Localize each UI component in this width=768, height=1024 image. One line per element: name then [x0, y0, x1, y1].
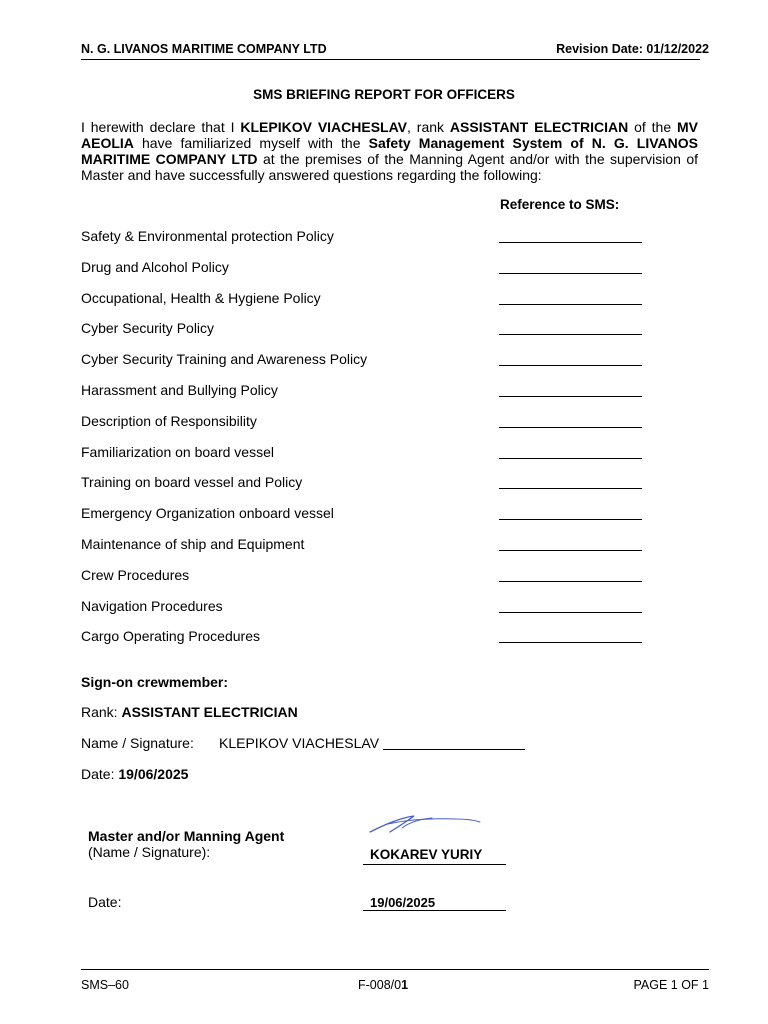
document-title: SMS BRIEFING REPORT FOR OFFICERS	[253, 87, 515, 102]
date-label: Date:	[81, 766, 119, 782]
rank-value: ASSISTANT ELECTRICIAN	[121, 704, 298, 720]
policy-item: Familiarization on board vessel	[81, 443, 274, 460]
footer-page-number: PAGE 1 OF 1	[633, 978, 709, 992]
rank-label: Rank:	[81, 704, 122, 720]
declarant-name: KLEPIKOV VIACHESLAV	[240, 119, 408, 135]
master-label: Master and/or Manning Agent	[88, 828, 285, 844]
reference-blank-line	[499, 273, 642, 274]
reference-blank-line	[499, 365, 642, 366]
footer-sms-code: SMS–60	[81, 978, 129, 992]
declaration-text: , rank	[407, 119, 450, 135]
name-signature-label: Name / Signature:	[81, 735, 194, 751]
reference-blank-line	[499, 458, 642, 459]
reference-blank-line	[499, 304, 642, 305]
reference-blank-line	[499, 612, 642, 613]
reference-blank-line	[499, 642, 642, 643]
company-name: N. G. LIVANOS MARITIME COMPANY LTD	[81, 42, 327, 56]
policy-item: Cyber Security Training and Awareness Policy	[81, 351, 368, 368]
form-revision: 1	[401, 978, 409, 992]
master-agent-label	[88, 828, 284, 860]
policy-item: Description of Responsibility	[81, 412, 257, 429]
policy-item: Harassment and Bullying Policy	[81, 382, 278, 398]
reference-blank-line	[499, 242, 642, 243]
policy-item: Occupational, Health & Hygiene Policy	[81, 289, 321, 306]
declaration-text: at the premises of the Manning Agent and/or with the supervision of Master and have successfully answered questions regarding the following:	[81, 151, 698, 183]
master-date-label: Date:	[88, 894, 122, 910]
master-date-value: 19/06/2025	[370, 895, 436, 910]
signon-date	[81, 766, 188, 782]
signon-heading: Sign-on crewmember:	[81, 674, 229, 690]
policy-item: Maintenance of ship and Equipment	[81, 536, 305, 552]
reference-blank-line	[499, 488, 642, 489]
revision-date: Revision Date: 01/12/2022	[556, 42, 709, 56]
handwritten-signature	[366, 810, 486, 840]
master-sublabel: (Name / Signature):	[88, 844, 211, 860]
reference-blank-line	[499, 581, 642, 582]
policy-item: Drug and Alcohol Policy	[81, 258, 229, 275]
reference-blank-line	[499, 334, 642, 335]
page-header	[81, 42, 709, 60]
declarant-rank: ASSISTANT ELECTRICIAN	[449, 119, 629, 135]
master-name-line	[363, 864, 506, 865]
footer-form-number	[358, 978, 408, 992]
date-value: 19/06/2025	[118, 766, 189, 782]
signon-rank	[81, 704, 298, 720]
policy-item: Safety & Environmental protection Policy	[81, 228, 334, 244]
reference-header: Reference to SMS:	[500, 197, 620, 212]
policy-item: Cargo Operating Procedures	[81, 628, 260, 645]
header-divider	[81, 59, 700, 60]
declaration-text: of the	[628, 119, 677, 135]
declaration-text: have familiarized myself with the	[133, 135, 369, 151]
form-number: F-008/0	[358, 978, 402, 992]
master-name: KOKAREV YURIY	[370, 847, 483, 862]
sms-name: Safety Management System of N. G. LIVANOS MARITIME COMPANY LTD	[81, 135, 698, 167]
reference-blank-line	[499, 519, 642, 520]
reference-blank-line	[499, 427, 642, 428]
reference-blank-line	[499, 550, 642, 551]
signature-line	[383, 749, 525, 750]
crewmember-name: KLEPIKOV VIACHESLAV	[219, 735, 380, 751]
policy-item: Cyber Security Policy	[81, 320, 215, 337]
policy-item: Training on board vessel and Policy	[81, 474, 303, 491]
policy-item: Navigation Procedures	[81, 597, 223, 614]
declaration-paragraph	[81, 119, 698, 183]
footer-divider	[81, 969, 709, 970]
master-date-line	[363, 910, 506, 911]
declaration-text: I herewith declare that I	[81, 119, 241, 135]
policy-item: Emergency Organization onboard vessel	[81, 505, 334, 522]
policy-item: Crew Procedures	[81, 566, 190, 583]
reference-blank-line	[499, 396, 642, 397]
vessel-name: MV AEOLIA	[81, 119, 698, 151]
